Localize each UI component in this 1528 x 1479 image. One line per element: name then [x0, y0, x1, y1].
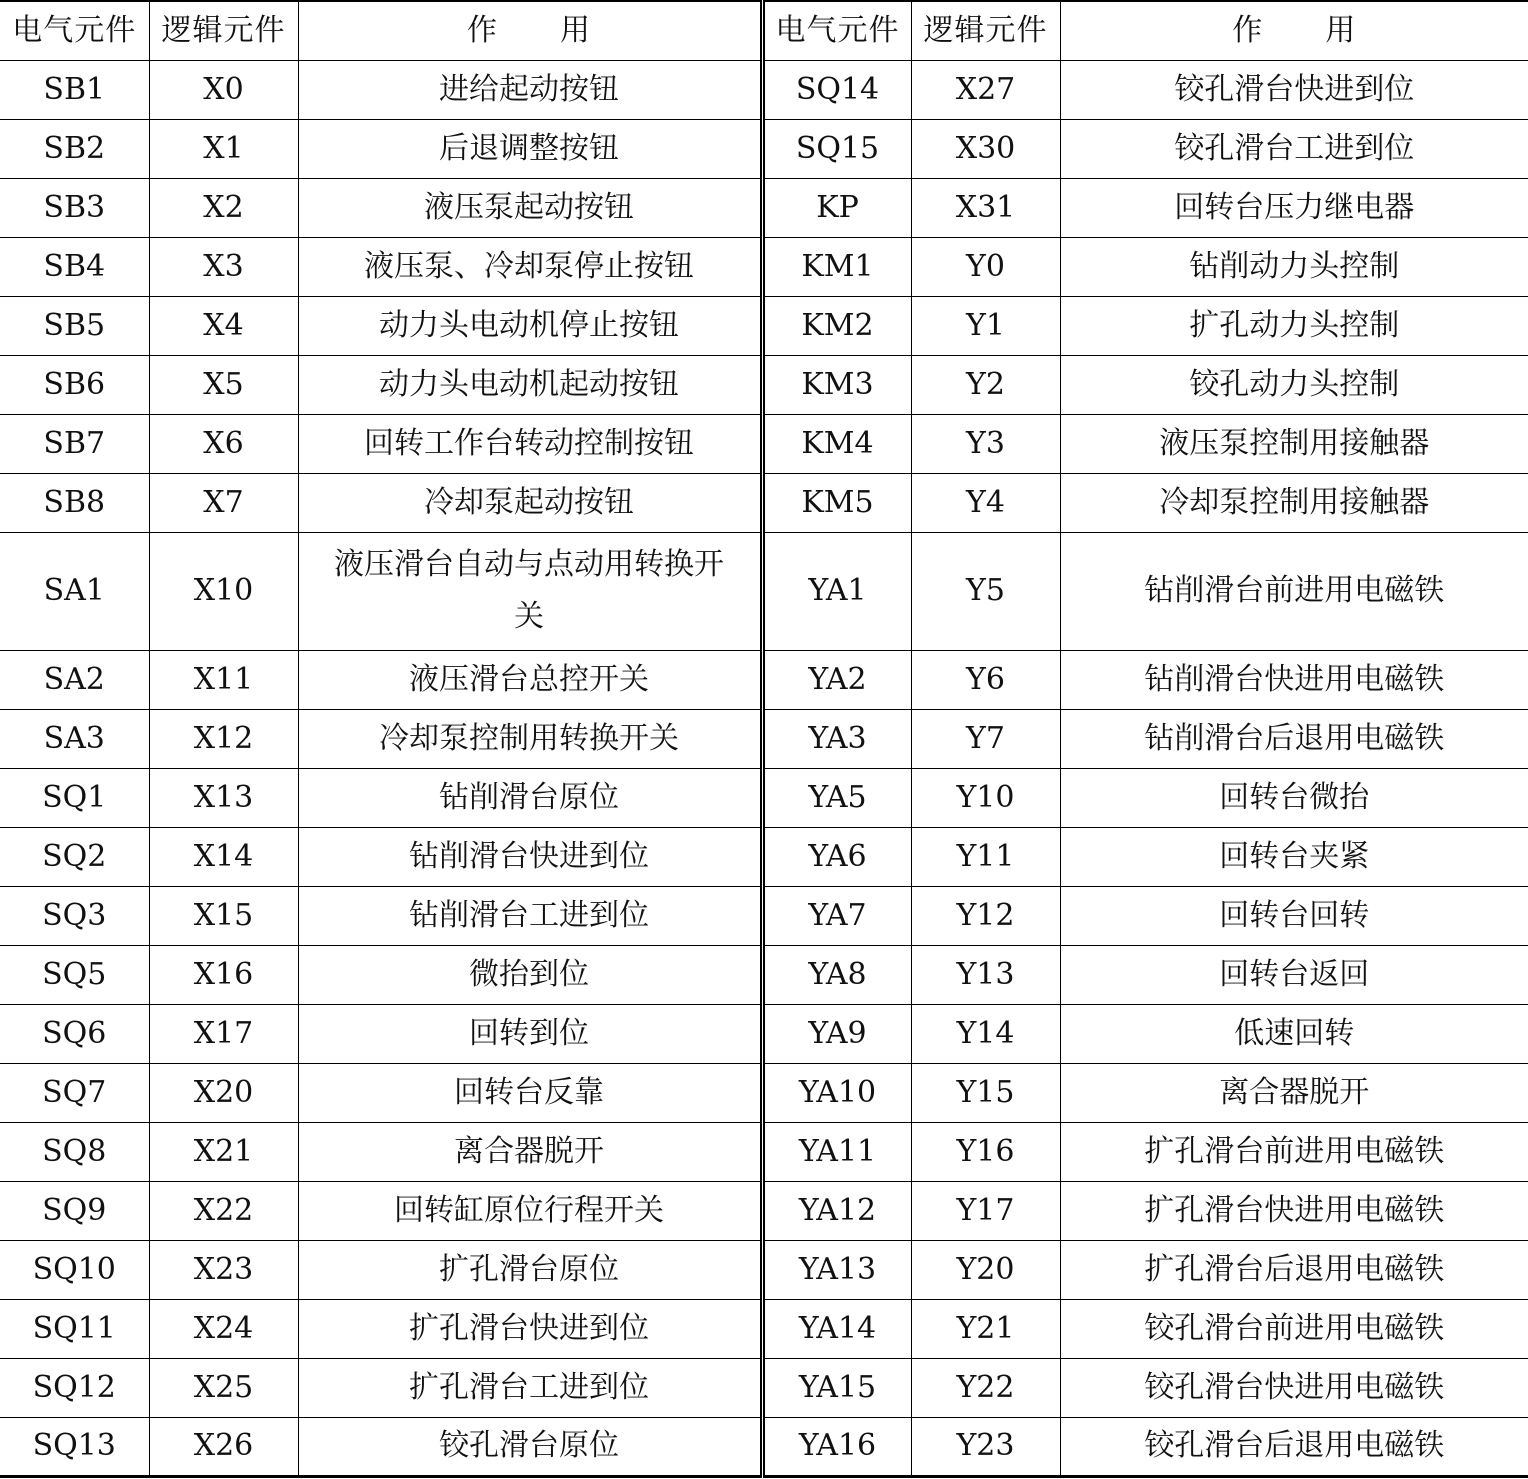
- table-row: [0, 1417, 1528, 1476]
- cell-logic-right: Y1: [911, 296, 1060, 355]
- cell-electrical-right: KM1: [762, 237, 911, 296]
- cell-logic-left: X22: [149, 1181, 298, 1240]
- cell-function-right: 扩孔动力头控制: [1060, 296, 1528, 355]
- cell-function-right: 铰孔滑台前进用电磁铁: [1060, 1299, 1528, 1358]
- cell-logic-right: Y11: [911, 827, 1060, 886]
- cell-logic-left: X1: [149, 119, 298, 178]
- cell-function-left: 进给起动按钮: [298, 60, 762, 119]
- table-row: [0, 178, 1528, 237]
- cell-logic-right: Y14: [911, 1004, 1060, 1063]
- cell-function-right: 液压泵控制用接触器: [1060, 414, 1528, 473]
- cell-electrical-left: SA1: [0, 532, 149, 650]
- cell-logic-right: Y22: [911, 1358, 1060, 1417]
- table-row: [0, 1240, 1528, 1299]
- cell-logic-right: Y10: [911, 768, 1060, 827]
- table-row: [0, 296, 1528, 355]
- cell-electrical-right: KM2: [762, 296, 911, 355]
- cell-function-right: 回转台压力继电器: [1060, 178, 1528, 237]
- cell-function-left: 钻削滑台原位: [298, 768, 762, 827]
- cell-function-left: 回转到位: [298, 1004, 762, 1063]
- table-row: [0, 414, 1528, 473]
- cell-logic-right: Y17: [911, 1181, 1060, 1240]
- cell-electrical-right: YA16: [762, 1417, 911, 1476]
- cell-electrical-right: YA15: [762, 1358, 911, 1417]
- cell-electrical-left: SQ8: [0, 1122, 149, 1181]
- cell-logic-left: X13: [149, 768, 298, 827]
- cell-logic-right: Y5: [911, 532, 1060, 650]
- cell-electrical-left: SQ9: [0, 1181, 149, 1240]
- cell-function-right: 钻削滑台后退用电磁铁: [1060, 709, 1528, 768]
- cell-logic-right: Y15: [911, 1063, 1060, 1122]
- table-row: [0, 1181, 1528, 1240]
- header-logic-left: 逻辑元件: [149, 1, 298, 60]
- cell-function-left: 回转工作台转动控制按钮: [298, 414, 762, 473]
- cell-function-left: 回转台反靠: [298, 1063, 762, 1122]
- table-row: [0, 60, 1528, 119]
- cell-logic-left: X0: [149, 60, 298, 119]
- cell-function-right: 铰孔滑台快进到位: [1060, 60, 1528, 119]
- cell-electrical-left: SQ2: [0, 827, 149, 886]
- cell-function-right: 回转台夹紧: [1060, 827, 1528, 886]
- cell-logic-left: X11: [149, 650, 298, 709]
- cell-logic-left: X21: [149, 1122, 298, 1181]
- cell-electrical-left: SB6: [0, 355, 149, 414]
- cell-function-right: 铰孔滑台后退用电磁铁: [1060, 1417, 1528, 1476]
- cell-electrical-left: SB3: [0, 178, 149, 237]
- cell-logic-right: Y0: [911, 237, 1060, 296]
- cell-function-right: 钻削动力头控制: [1060, 237, 1528, 296]
- cell-logic-right: Y12: [911, 886, 1060, 945]
- table-row: [0, 119, 1528, 178]
- cell-function-right: 铰孔滑台快进用电磁铁: [1060, 1358, 1528, 1417]
- cell-logic-left: X7: [149, 473, 298, 532]
- cell-electrical-left: SQ12: [0, 1358, 149, 1417]
- cell-function-left: 微抬到位: [298, 945, 762, 1004]
- table-row: [0, 1063, 1528, 1122]
- cell-function-right: 铰孔动力头控制: [1060, 355, 1528, 414]
- cell-function-left: 液压泵起动按钮: [298, 178, 762, 237]
- cell-function-right: 冷却泵控制用接触器: [1060, 473, 1528, 532]
- header-function-left: 作 用: [298, 1, 762, 60]
- table-row: [0, 650, 1528, 709]
- cell-function-right: 回转台返回: [1060, 945, 1528, 1004]
- cell-logic-right: Y23: [911, 1417, 1060, 1476]
- cell-electrical-right: YA8: [762, 945, 911, 1004]
- table-row: [0, 1004, 1528, 1063]
- cell-function-left: 液压滑台自动与点动用转换开关: [298, 532, 762, 650]
- cell-function-left: 扩孔滑台工进到位: [298, 1358, 762, 1417]
- cell-logic-left: X25: [149, 1358, 298, 1417]
- cell-electrical-right: SQ14: [762, 60, 911, 119]
- table-body: [0, 60, 1528, 1476]
- cell-function-right: 扩孔滑台快进用电磁铁: [1060, 1181, 1528, 1240]
- header-row: [0, 1, 1528, 60]
- cell-function-left: 扩孔滑台原位: [298, 1240, 762, 1299]
- cell-logic-right: X31: [911, 178, 1060, 237]
- cell-logic-left: X20: [149, 1063, 298, 1122]
- cell-electrical-left: SB4: [0, 237, 149, 296]
- cell-electrical-right: YA11: [762, 1122, 911, 1181]
- table-row: [0, 1299, 1528, 1358]
- table-row: [0, 1122, 1528, 1181]
- cell-electrical-right: YA7: [762, 886, 911, 945]
- cell-function-right: 铰孔滑台工进到位: [1060, 119, 1528, 178]
- cell-function-left: 动力头电动机停止按钮: [298, 296, 762, 355]
- cell-logic-right: Y7: [911, 709, 1060, 768]
- cell-electrical-right: YA5: [762, 768, 911, 827]
- cell-electrical-left: SQ13: [0, 1417, 149, 1476]
- cell-function-left: 钻削滑台工进到位: [298, 886, 762, 945]
- cell-logic-right: Y13: [911, 945, 1060, 1004]
- cell-logic-right: Y6: [911, 650, 1060, 709]
- cell-electrical-left: SB1: [0, 60, 149, 119]
- cell-logic-left: X17: [149, 1004, 298, 1063]
- header-electrical-right: 电气元件: [762, 1, 911, 60]
- cell-function-right: 扩孔滑台前进用电磁铁: [1060, 1122, 1528, 1181]
- table-row: [0, 1358, 1528, 1417]
- cell-function-right: 钻削滑台快进用电磁铁: [1060, 650, 1528, 709]
- cell-function-right: 回转台回转: [1060, 886, 1528, 945]
- header-electrical-left: 电气元件: [0, 1, 149, 60]
- cell-logic-right: Y2: [911, 355, 1060, 414]
- cell-function-right: 回转台微抬: [1060, 768, 1528, 827]
- cell-function-left: 离合器脱开: [298, 1122, 762, 1181]
- cell-logic-right: Y4: [911, 473, 1060, 532]
- cell-electrical-right: YA9: [762, 1004, 911, 1063]
- cell-logic-right: Y16: [911, 1122, 1060, 1181]
- cell-electrical-right: YA13: [762, 1240, 911, 1299]
- cell-electrical-right: YA12: [762, 1181, 911, 1240]
- cell-electrical-left: SQ10: [0, 1240, 149, 1299]
- cell-logic-left: X24: [149, 1299, 298, 1358]
- cell-electrical-left: SQ3: [0, 886, 149, 945]
- cell-logic-right: Y21: [911, 1299, 1060, 1358]
- cell-function-left: 液压滑台总控开关: [298, 650, 762, 709]
- cell-function-left: 钻削滑台快进到位: [298, 827, 762, 886]
- cell-electrical-right: YA10: [762, 1063, 911, 1122]
- cell-electrical-left: SB7: [0, 414, 149, 473]
- cell-electrical-right: KM3: [762, 355, 911, 414]
- header-logic-right: 逻辑元件: [911, 1, 1060, 60]
- cell-electrical-left: SQ5: [0, 945, 149, 1004]
- table-row: [0, 237, 1528, 296]
- cell-electrical-right: SQ15: [762, 119, 911, 178]
- cell-function-right: 扩孔滑台后退用电磁铁: [1060, 1240, 1528, 1299]
- cell-electrical-left: SQ6: [0, 1004, 149, 1063]
- cell-logic-right: Y3: [911, 414, 1060, 473]
- cell-electrical-right: YA14: [762, 1299, 911, 1358]
- cell-logic-right: X27: [911, 60, 1060, 119]
- cell-electrical-right: YA2: [762, 650, 911, 709]
- cell-logic-right: X30: [911, 119, 1060, 178]
- cell-electrical-right: YA1: [762, 532, 911, 650]
- table-row: [0, 827, 1528, 886]
- cell-electrical-left: SQ11: [0, 1299, 149, 1358]
- table-row: [0, 945, 1528, 1004]
- cell-function-left: 动力头电动机起动按钮: [298, 355, 762, 414]
- cell-electrical-right: KM5: [762, 473, 911, 532]
- table-row: [0, 768, 1528, 827]
- cell-electrical-left: SB5: [0, 296, 149, 355]
- cell-function-left: 回转缸原位行程开关: [298, 1181, 762, 1240]
- cell-electrical-left: SA2: [0, 650, 149, 709]
- cell-logic-left: X10: [149, 532, 298, 650]
- cell-electrical-left: SB2: [0, 119, 149, 178]
- cell-function-right: 低速回转: [1060, 1004, 1528, 1063]
- header-function-right: 作 用: [1060, 1, 1528, 60]
- cell-electrical-left: SB8: [0, 473, 149, 532]
- cell-electrical-left: SA3: [0, 709, 149, 768]
- cell-electrical-right: YA6: [762, 827, 911, 886]
- cell-logic-left: X23: [149, 1240, 298, 1299]
- cell-logic-left: X6: [149, 414, 298, 473]
- cell-function-right: 钻削滑台前进用电磁铁: [1060, 532, 1528, 650]
- cell-logic-left: X14: [149, 827, 298, 886]
- table-row: [0, 886, 1528, 945]
- table-row: [0, 473, 1528, 532]
- table-row: [0, 709, 1528, 768]
- cell-logic-left: X3: [149, 237, 298, 296]
- cell-electrical-right: YA3: [762, 709, 911, 768]
- cell-function-right: 离合器脱开: [1060, 1063, 1528, 1122]
- cell-function-left: 后退调整按钮: [298, 119, 762, 178]
- cell-electrical-right: KM4: [762, 414, 911, 473]
- cell-logic-left: X2: [149, 178, 298, 237]
- cell-electrical-right: KP: [762, 178, 911, 237]
- table-row: [0, 532, 1528, 650]
- cell-logic-left: X12: [149, 709, 298, 768]
- cell-electrical-left: SQ1: [0, 768, 149, 827]
- table-row: [0, 355, 1528, 414]
- cell-logic-left: X26: [149, 1417, 298, 1476]
- cell-function-left: 铰孔滑台原位: [298, 1417, 762, 1476]
- cell-logic-left: X5: [149, 355, 298, 414]
- cell-function-left: 扩孔滑台快进到位: [298, 1299, 762, 1358]
- cell-logic-left: X16: [149, 945, 298, 1004]
- cell-function-left: 液压泵、冷却泵停止按钮: [298, 237, 762, 296]
- cell-function-left: 冷却泵控制用转换开关: [298, 709, 762, 768]
- cell-logic-left: X15: [149, 886, 298, 945]
- cell-logic-left: X4: [149, 296, 298, 355]
- cell-function-left: 冷却泵起动按钮: [298, 473, 762, 532]
- cell-electrical-left: SQ7: [0, 1063, 149, 1122]
- cell-logic-right: Y20: [911, 1240, 1060, 1299]
